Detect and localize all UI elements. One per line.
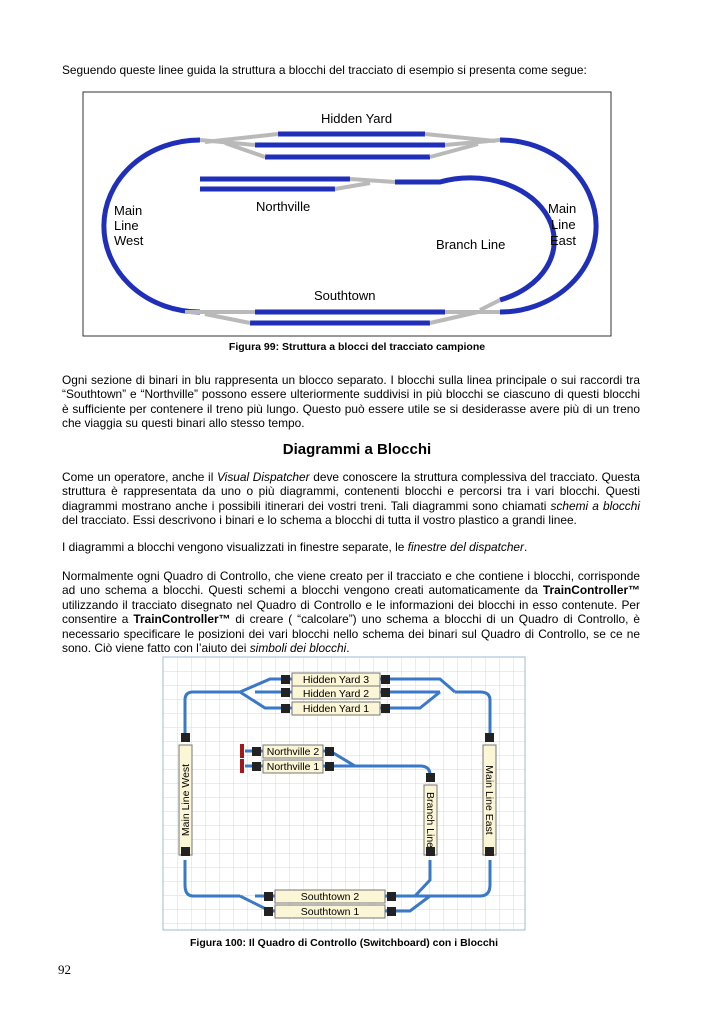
label-st1: Southtown 1 (300, 906, 360, 918)
label-hy3: Hidden Yard 3 (302, 674, 370, 686)
page-number: 92 (58, 962, 71, 977)
paragraph-dispatcher-windows: I diagrammi a blocchi vengono visualizzati in finestre separate, le finestre del dispatcher. (62, 540, 528, 554)
label-br: Branch Line (424, 791, 436, 849)
figure-99-caption: Figura 99: Struttura a blocci del tracciato campione (228, 341, 486, 353)
paragraph-switchboard: Normalmente ogni Quadro di Controllo, che viene creato per il tracciato e che contiene i blocchi, corrisponde ad uno schema a blocchi. Questi schemi a blocchi vengono creati automaticamente da TrainController™ utilizzando il tracciato disegnato nel Quadro di Controllo e le informazioni dei blocchi in esso contenute. Per consentire a TrainController™ di creare ( “calcolare”) uno schema a blocchi di un Quadro di Controllo, è necessario specificare le posizioni dei vari blocchi nello schema dei binari sul Quadro di Controllo, se ce ne sono. Ciò viene fatto con l’aiuto dei simboli dei blocchi. (62, 569, 640, 656)
label-st2: Southtown 2 (300, 891, 360, 903)
label-mle: Main Line East (483, 765, 495, 835)
buffer-stop-northville-1 (240, 759, 244, 773)
buffer-stop-northville-2 (240, 744, 244, 758)
label-main-east-2: Line (551, 217, 576, 232)
paragraph-operator: Come un operatore, anche il Visual Dispatcher deve conoscere la struttura complessiva del tracciato. Questa struttura è rappresentata da uno o più diagrammi, contenenti blocchi e percorsi tra i vari blocchi. Questi diagrammi mostrano anche i possibili itinerari dei vostri treni. Tali diagrammi sono chiamati schemi a blocchi del tracciato. Essi descrivono i binari e lo schema a blocchi di tutta il vostro plastico a grandi linee. (62, 470, 641, 528)
paragraph-blocks: Ogni sezione di binari in blu rappresenta un blocco separato. I blocchi sulla linea principale o sui raccordi tra “Southtown” e “Northville” possono essere ulteriormente suddivisi in più blocchi se ciascuno di questi blocchi è sufficiente per contenere il treno più lungo. Questo può essere utile se si desiderasse avere più di un treno che viaggia su questi binari allo stesso tempo. (62, 373, 640, 431)
label-main-west-3: West (114, 233, 144, 248)
label-nv2: Northville 2 (266, 746, 320, 758)
label-hy2: Hidden Yard 2 (302, 688, 370, 700)
label-main-east-1: Main (548, 201, 577, 216)
figure-100-caption: Figura 100: Il Quadro di Controllo (Switchboard) con i Blocchi (189, 937, 499, 949)
section-heading: Diagrammi a Blocchi (282, 441, 432, 458)
label-main-west-2: Line (114, 218, 139, 233)
intro-paragraph: Seguendo queste linee guida la struttura a blocchi del tracciato di esempio si presenta come segue: (62, 63, 587, 77)
label-nv1: Northville 1 (266, 761, 320, 773)
label-hy1: Hidden Yard 1 (302, 703, 370, 715)
label-hidden-yard: Hidden Yard (321, 111, 393, 126)
label-southtown: Southtown (314, 288, 376, 303)
label-northville: Northville (256, 199, 311, 214)
label-mlw: Main Line West (180, 763, 192, 837)
figure-99-block-structure (0, 86, 714, 346)
label-main-east-3: East (550, 233, 577, 248)
label-branch-line: Branch Line (436, 237, 506, 252)
figure-100-switchboard (0, 650, 714, 940)
label-main-west-1: Main (114, 203, 143, 218)
